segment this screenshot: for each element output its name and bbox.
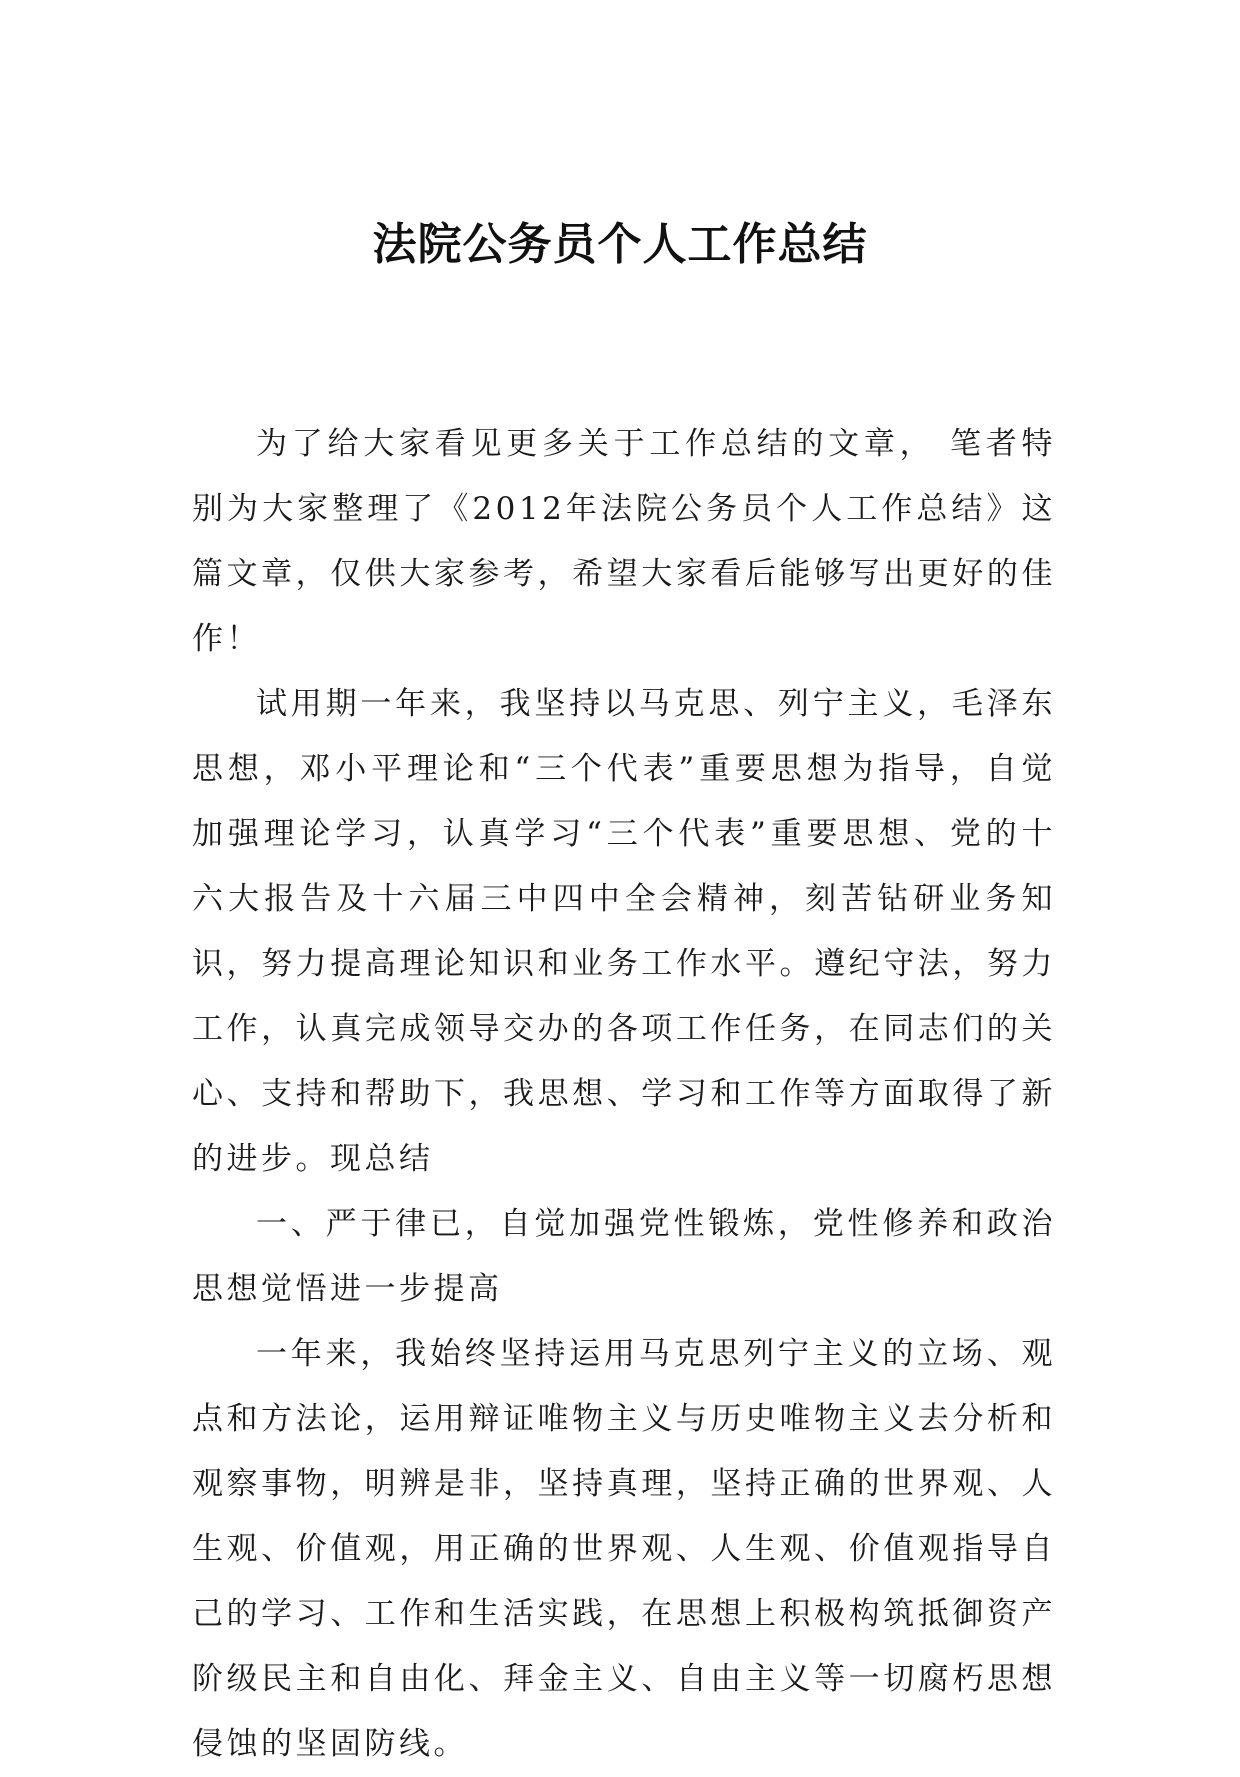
paragraph-probation-summary: 试用期一年来，我坚持以马克思、列宁主义，毛泽东思想，邓小平理论和“三个代表”重要思想为指导，自觉加强理论学习，认真学习“三个代表”重要思想、党的十六大报告及十六届三中四中全会精神，刻苦钻研业务知识，努力提高理论知识和业务工作水平。遵纪守法，努力工作，认真完成领导交办的各项工作任务，在同志们的关心、支持和帮助下，我思想、学习和工作等方面取得了新的进步。现总结 bbox=[192, 686, 1056, 1177]
paragraph-ideology: 一年来，我始终坚持运用马克思列宁主义的立场、观点和方法论，运用辩证唯物主义与历史唯物主义去分析和观察事物，明辨是非，坚持真理，坚持正确的世界观、人生观、价值观，用正确的世界观、人生观、价值观指导自己的学习、工作和生活实践，在思想上积极构筑抵御资产阶级民主和自由化、拜金主义、自由主义等一切腐朽思想侵蚀的坚固防线。 bbox=[192, 1336, 1056, 1762]
document-title: 法院公务员个人工作总结 bbox=[372, 219, 868, 270]
section-heading-one: 一、严于律已，自觉加强党性锻炼，党性修养和政治思想觉悟进一步提高 bbox=[192, 1206, 1056, 1307]
document-body bbox=[192, 412, 1056, 1777]
paragraph-intro: 为了给大家看见更多关于工作总结的文章， 笔者特别为大家整理了《2012年法院公务员个人工作总结》这篇文章，仅供大家参考，希望大家看后能够写出更好的佳作！ bbox=[192, 426, 1056, 657]
